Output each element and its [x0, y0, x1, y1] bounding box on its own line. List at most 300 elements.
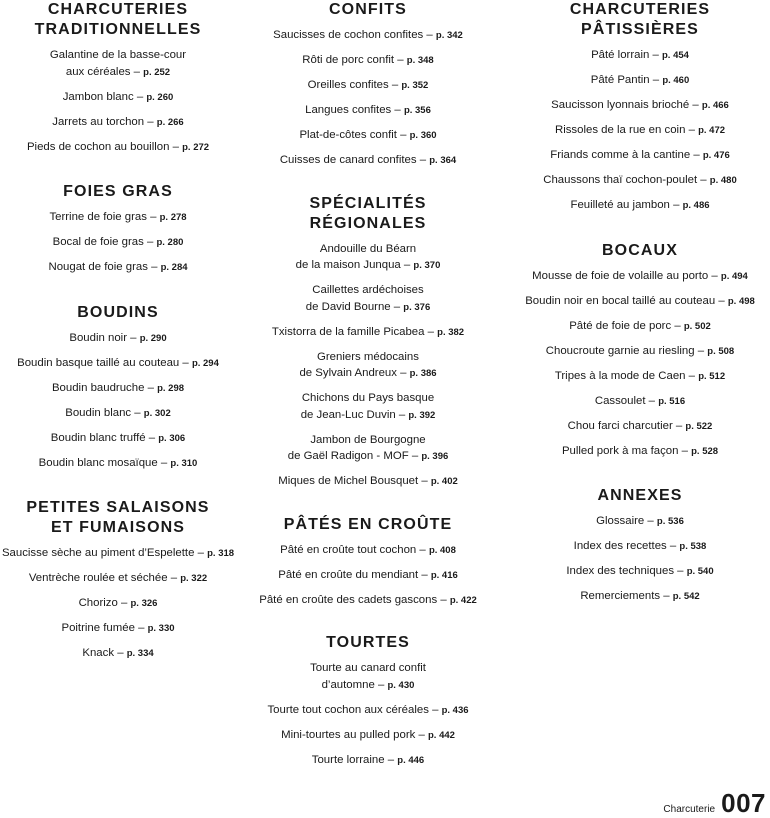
toc-entry-separator: – [685, 369, 699, 382]
toc-entry[interactable] [252, 752, 484, 770]
section-title [252, 194, 484, 234]
toc-entry-separator: – [144, 115, 157, 128]
section-title [512, 0, 768, 40]
toc-entry-line [252, 299, 484, 317]
toc-entry[interactable] [0, 234, 236, 252]
toc-entry-title: Jambon blanc [62, 90, 134, 103]
section-title-line: TOURTES [326, 634, 410, 651]
section-title-line: CONFITS [329, 1, 407, 18]
toc-entry-separator: – [396, 129, 410, 141]
toc-entry-page: p. 252 [143, 66, 171, 78]
toc-entry-separator: – [649, 49, 662, 61]
section-title [252, 0, 484, 20]
toc-entry[interactable] [0, 89, 236, 107]
toc-entry[interactable] [252, 282, 484, 316]
toc-column-2 [252, 0, 484, 777]
toc-entry-page: p. 376 [403, 301, 431, 313]
toc-entry-page: p. 348 [406, 55, 434, 66]
toc-entry-page: p. 356 [403, 105, 431, 116]
toc-entry[interactable] [512, 343, 768, 361]
toc-entry-page: p. 422 [449, 594, 477, 606]
toc-entry-title: Boudin blanc mosaïque [38, 456, 158, 469]
toc-entry-separator: – [690, 149, 703, 161]
toc-entry[interactable] [0, 259, 236, 277]
toc-entry[interactable] [512, 47, 768, 65]
toc-entry-line [0, 645, 236, 663]
section-title [0, 0, 236, 40]
toc-entry-title: Saucisses de cochon confites [273, 29, 424, 41]
toc-entry-page: p. 486 [682, 200, 710, 211]
toc-entry-title: Boudin basque taillé au couteau [17, 356, 180, 369]
toc-entry-separator: – [144, 381, 158, 394]
toc-entry-separator: – [416, 154, 430, 166]
toc-entry-line [512, 418, 768, 436]
toc-entry-page: p. 280 [156, 237, 184, 248]
toc-section-specialites-regionales [252, 194, 484, 491]
toc-entry-line [0, 64, 236, 82]
toc-entry-page: p. 298 [157, 382, 185, 394]
toc-entry[interactable] [512, 293, 768, 311]
toc-entry-page: p. 508 [707, 345, 735, 357]
toc-entry-separator: – [145, 431, 159, 444]
toc-entry[interactable] [0, 455, 236, 473]
section-title [512, 241, 768, 261]
toc-entry-page: p. 370 [413, 260, 441, 271]
toc-entry-title: Chou farci charcutier [567, 419, 673, 432]
toc-entry-line [0, 114, 236, 132]
section-title-line: CHARCUTERIES [569, 1, 711, 18]
toc-entry-separator: – [169, 140, 183, 153]
toc-entry-title: Bocal de foie gras [52, 236, 144, 248]
toc-entry-line [252, 473, 484, 491]
footer-page-number: 007 [721, 788, 766, 818]
toc-entry-page: p. 402 [430, 476, 458, 487]
section-title-line: ET FUMAISONS [50, 519, 186, 536]
toc-entry-page: p. 522 [685, 420, 713, 432]
toc-entry-page: p. 430 [387, 679, 415, 691]
toc-entry-separator: – [396, 367, 410, 379]
toc-entry-title: Boudin blanc [65, 406, 132, 419]
toc-section-pates-en-croute [252, 515, 484, 610]
toc-entry-title: Tourte tout cochon aux céréales [267, 703, 429, 716]
toc-entry-line [252, 677, 484, 695]
toc-entry-page: p. 454 [661, 50, 689, 61]
toc-section-annexes [512, 486, 768, 606]
toc-entry-title: Saucisse sèche au piment d’Espelette [1, 547, 195, 559]
toc-entry[interactable] [512, 443, 768, 461]
toc-entry-separator: – [418, 475, 431, 487]
toc-entry-separator: – [416, 543, 429, 556]
toc-entry-title: Index des recettes [573, 540, 667, 552]
toc-entry-separator: – [645, 394, 659, 407]
toc-entry[interactable] [512, 72, 768, 90]
toc-entry[interactable] [0, 620, 236, 638]
toc-entry[interactable] [512, 563, 768, 581]
section-title-line: ANNEXES [597, 487, 683, 504]
toc-entry[interactable] [0, 355, 236, 373]
toc-entry-title: Jarrets au torchon [52, 115, 145, 128]
toc-entry-separator: – [660, 590, 673, 602]
toc-entry-page: p. 460 [662, 75, 690, 86]
section-title-line: BOUDINS [77, 303, 159, 321]
toc-entry-page: p. 318 [207, 548, 235, 559]
toc-entry-separator: – [669, 199, 683, 211]
toc-entry-separator: – [146, 211, 160, 223]
toc-entry-page: p. 386 [409, 368, 437, 379]
toc-section-boudins [0, 303, 236, 473]
toc-entry-page: p. 382 [437, 326, 465, 338]
toc-entry[interactable] [0, 595, 236, 613]
toc-entry-line [0, 620, 236, 638]
toc-entry[interactable] [0, 114, 236, 132]
toc-entry-separator: – [391, 104, 404, 116]
toc-entry-separator: – [117, 597, 131, 609]
toc-entry-line [252, 257, 484, 275]
toc-entry-separator: – [131, 406, 144, 419]
toc-entry-title: Choucroute garnie au riesling [545, 344, 695, 357]
toc-entry-separator: – [157, 456, 171, 469]
toc-entry-separator: – [423, 29, 436, 41]
toc-entry-line [252, 567, 484, 585]
toc-entry-page: p. 502 [683, 320, 711, 332]
toc-entry-line [512, 368, 768, 386]
toc-entry-page: p. 436 [441, 704, 469, 716]
toc-entry-separator: – [133, 90, 147, 103]
toc-entry-page: p. 310 [170, 457, 198, 469]
toc-entry-line [0, 89, 236, 107]
toc-column-3 [512, 0, 768, 613]
toc-entry[interactable] [0, 545, 236, 563]
toc-entry-line [512, 563, 768, 581]
toc-entry[interactable] [0, 209, 236, 227]
toc-entry-line [252, 660, 484, 677]
toc-entry-line [512, 97, 768, 115]
toc-entry[interactable] [252, 727, 484, 745]
toc-entry-line [0, 234, 236, 252]
toc-entry-line [512, 318, 768, 336]
toc-entry-line [512, 147, 768, 165]
toc-entry-line [512, 538, 768, 556]
toc-entry-line [512, 513, 768, 531]
toc-entry-title: Jambon de Bourgogne [310, 433, 426, 446]
toc-entry-line [252, 727, 484, 745]
toc-entry-page: p. 360 [409, 130, 437, 141]
toc-entry-page: p. 266 [156, 116, 184, 128]
toc-entry-title: Tripes à la mode de Caen [554, 369, 686, 382]
toc-entry[interactable] [512, 318, 768, 336]
toc-entry-title: Andouille du Béarn [319, 242, 417, 255]
section-title [0, 182, 236, 202]
toc-entry-separator: – [384, 753, 398, 766]
toc-entry-line [512, 588, 768, 606]
toc-entry-title: Poitrine fumée [61, 622, 135, 634]
toc-entry[interactable] [512, 418, 768, 436]
toc-entry-line [252, 52, 484, 70]
toc-entry-separator: – [394, 54, 407, 66]
toc-entry[interactable] [512, 513, 768, 531]
toc-entry-line [0, 209, 236, 227]
section-title-line: SPÉCIALITÉS RÉGIONALES [309, 194, 427, 232]
toc-entry-page: p. 334 [126, 648, 154, 659]
toc-entry-page: p. 538 [679, 541, 707, 552]
toc-entry-separator: – [697, 174, 710, 186]
toc-entry-line [252, 282, 484, 299]
toc-section-foies-gras [0, 182, 236, 277]
toc-entry-page: p. 472 [698, 125, 726, 136]
toc-entry-title: Pieds de cochon au bouillon [26, 140, 170, 153]
toc-entry-line [252, 27, 484, 45]
toc-entry-separator: – [147, 261, 161, 273]
toc-entry-page: p. 536 [656, 516, 684, 527]
toc-entry-separator: – [678, 444, 692, 457]
toc-column-1 [0, 0, 236, 670]
toc-entry[interactable] [0, 570, 236, 588]
toc-entry-line [0, 139, 236, 157]
toc-entry-title: Friands comme à la cantine [550, 149, 691, 161]
toc-entry-line [252, 127, 484, 145]
toc-entry-page: p. 466 [701, 100, 729, 111]
toc-entry-line [512, 47, 768, 65]
toc-entry-title: Terrine de foie gras [49, 211, 147, 223]
toc-entry-page: p. 494 [720, 270, 748, 282]
toc-section-charcuteries-patissieres [512, 0, 768, 215]
section-title-line: TRADITIONNELLES [34, 21, 202, 38]
toc-entry-separator: – [674, 565, 687, 577]
toc-entry-line [252, 241, 484, 258]
toc-entry-page: p. 306 [158, 432, 186, 444]
toc-entry-line [252, 324, 484, 342]
toc-section-petites-salaisons-et-fumaisons [0, 498, 236, 663]
toc-entry-title: Pâté de foie de porc [569, 319, 672, 332]
section-title [0, 303, 236, 323]
toc-entry[interactable] [252, 567, 484, 585]
toc-entry[interactable] [252, 349, 484, 383]
toc-entry-page: p. 542 [672, 591, 700, 602]
toc-entry-separator: – [424, 325, 438, 338]
toc-entry-separator: – [418, 568, 431, 581]
toc-entry-title: Remerciements [580, 590, 661, 602]
toc-entry-title: Mini-tourtes au pulled pork [281, 728, 416, 741]
toc-entry-title: Glossaire [596, 515, 645, 527]
toc-entry-title: Pâté lorrain [591, 49, 650, 61]
toc-entry-separator: – [685, 124, 699, 136]
toc-entry-page: p. 498 [727, 295, 755, 307]
toc-entry-page: p. 290 [139, 332, 167, 344]
toc-entry-title: Mousse de foie de volaille au porto [532, 269, 709, 282]
toc-entry-separator: – [374, 678, 388, 691]
toc-entry-title: de David Bourne [305, 300, 391, 313]
toc-entry-title: Ventrèche roulée et séchée [28, 572, 168, 584]
toc-entry-title: Chorizo [78, 597, 118, 609]
toc-entry-line [0, 430, 236, 448]
toc-entry[interactable] [252, 152, 484, 170]
section-title [512, 486, 768, 506]
toc-entry-page: p. 480 [709, 175, 737, 186]
toc-entry[interactable] [512, 197, 768, 215]
section-title-line: PETITES SALAISONS [26, 499, 210, 516]
toc-entry-line [512, 72, 768, 90]
toc-entry-line [0, 330, 236, 348]
toc-entry-title: Greniers médocains [317, 350, 419, 363]
toc-entry-page: p. 446 [397, 754, 425, 766]
toc-entry-separator: – [415, 728, 428, 741]
toc-entry-page: p. 294 [191, 357, 219, 369]
toc-entry-page: p. 330 [147, 623, 175, 634]
toc-entry-separator: – [644, 515, 657, 527]
toc-entry-separator: – [127, 331, 140, 344]
toc-entry[interactable] [0, 380, 236, 398]
section-title [0, 498, 236, 538]
toc-entry-line [252, 102, 484, 120]
toc-entry-separator: – [715, 294, 728, 307]
toc-entry-separator: – [672, 419, 686, 432]
toc-entry-line [512, 443, 768, 461]
toc-entry-title: Pâté en croûte des cadets gascons [259, 593, 438, 606]
toc-entry-line [252, 349, 484, 366]
toc-entry-title: Rôti de porc confit [302, 54, 395, 66]
toc-entry-line [0, 455, 236, 473]
toc-entry-separator: – [400, 259, 414, 271]
toc-entry[interactable] [512, 97, 768, 115]
toc-entry[interactable] [512, 588, 768, 606]
toc-entry-separator: – [143, 236, 157, 248]
toc-entry-separator: – [395, 408, 409, 421]
section-title-line: FOIES GRAS [63, 183, 173, 200]
toc-entry[interactable] [0, 430, 236, 448]
toc-entry-title: Boudin blanc truffé [50, 431, 146, 444]
toc-entry-page: p. 408 [428, 544, 456, 556]
toc-section-tourtes [252, 633, 484, 769]
toc-entry[interactable] [252, 390, 484, 424]
toc-entry[interactable] [252, 77, 484, 95]
toc-entry-title: Cuisses de canard confites [279, 154, 417, 166]
toc-entry-separator: – [390, 300, 404, 313]
toc-entry-title: Tourte lorraine [311, 753, 385, 766]
toc-entry[interactable] [512, 172, 768, 190]
toc-entry-page: p. 516 [658, 395, 686, 407]
toc-entry-line [512, 393, 768, 411]
toc-entry-separator: – [194, 547, 208, 559]
toc-entry-page: p. 342 [435, 30, 463, 41]
toc-entry[interactable] [512, 393, 768, 411]
toc-entry-line [512, 268, 768, 286]
toc-entry-line [0, 570, 236, 588]
toc-entry[interactable] [252, 660, 484, 694]
toc-entry-line [512, 293, 768, 311]
toc-entry-title: de Jean-Luc Duvin [300, 408, 396, 421]
toc-entry-line [0, 405, 236, 423]
toc-entry-separator: – [666, 540, 680, 552]
toc-entry[interactable] [0, 645, 236, 663]
toc-entry[interactable] [512, 147, 768, 165]
section-title-line: CHARCUTERIES [47, 1, 189, 18]
toc-entry[interactable] [252, 432, 484, 466]
toc-entry-title: Txistorra de la famille Picabea [271, 325, 425, 338]
footer-chapter-label: Charcuterie [663, 804, 716, 815]
toc-entry-line [252, 448, 484, 466]
toc-entry-line [0, 595, 236, 613]
toc-entry-line [0, 355, 236, 373]
toc-entry-page: p. 528 [691, 445, 719, 457]
toc-entry-page: p. 284 [160, 262, 188, 273]
toc-entry[interactable] [252, 542, 484, 560]
toc-entry-separator: – [130, 65, 144, 78]
toc-entry-title: Chaussons thaï cochon-poulet [543, 174, 698, 186]
section-title [252, 633, 484, 653]
toc-entry-line [0, 380, 236, 398]
toc-entry-page: p. 302 [143, 407, 171, 419]
toc-entry-line [512, 172, 768, 190]
toc-entry-page: p. 352 [401, 80, 429, 91]
toc-entry-title: Pâté en croûte du mendiant [278, 568, 419, 581]
toc-entry-line [252, 407, 484, 425]
toc-entry[interactable] [512, 538, 768, 556]
toc-entry-line [0, 545, 236, 563]
toc-entry-separator: – [671, 319, 684, 332]
toc-entry[interactable] [0, 139, 236, 157]
toc-entry-separator: – [167, 572, 181, 584]
toc-entry[interactable] [252, 473, 484, 491]
toc-entry-line [512, 343, 768, 361]
toc-entry-line [252, 702, 484, 720]
toc-entry-line [252, 592, 484, 610]
toc-entry[interactable] [252, 52, 484, 70]
toc-entry-title: Langues confites [305, 104, 392, 116]
toc-entry[interactable] [252, 27, 484, 45]
toc-entry-line [0, 47, 236, 64]
toc-entry-separator: – [388, 79, 402, 91]
toc-entry-title: Index des techniques [566, 565, 675, 577]
toc-entry-line [252, 365, 484, 383]
toc-entry-line [512, 197, 768, 215]
toc-entry[interactable] [512, 122, 768, 140]
toc-entry-page: p. 396 [421, 451, 449, 462]
toc-entry-separator: – [689, 99, 702, 111]
toc-entry-line [252, 77, 484, 95]
toc-entry[interactable] [252, 702, 484, 720]
toc-entry-separator: – [408, 450, 422, 462]
toc-section-bocaux [512, 241, 768, 461]
toc-entry[interactable] [252, 241, 484, 275]
toc-entry[interactable] [252, 127, 484, 145]
toc-entry[interactable] [512, 368, 768, 386]
toc-entry[interactable] [0, 405, 236, 423]
toc-entry-line [252, 542, 484, 560]
toc-entry-page: p. 392 [408, 409, 436, 421]
toc-entry[interactable] [252, 324, 484, 342]
toc-entry-separator: – [708, 269, 721, 282]
toc-entry[interactable] [252, 102, 484, 120]
toc-entry-title: Rissoles de la rue en coin [554, 124, 686, 136]
toc-entry-page: p. 442 [427, 729, 455, 741]
section-title [252, 515, 484, 535]
toc-entry-page: p. 476 [702, 150, 730, 161]
toc-entry-separator: – [134, 622, 148, 634]
toc-entry[interactable] [512, 268, 768, 286]
toc-entry[interactable] [252, 592, 484, 610]
toc-entry-page: p. 416 [430, 569, 458, 581]
toc-entry-title: Caillettes ardéchoises [312, 284, 424, 296]
toc-entry-title: de Gaël Radigon - MOF [287, 450, 409, 462]
toc-entry-title: Nougat de foie gras [48, 261, 148, 273]
toc-entry[interactable] [0, 47, 236, 81]
toc-entry[interactable] [0, 330, 236, 348]
toc-entry-line [0, 259, 236, 277]
toc-entry-separator: – [437, 593, 450, 606]
toc-entry-title: de Sylvain Andreux [299, 367, 397, 379]
toc-entry-title: Boudin baudruche [51, 381, 145, 394]
toc-entry-title: Tourte au canard confit [310, 662, 426, 674]
